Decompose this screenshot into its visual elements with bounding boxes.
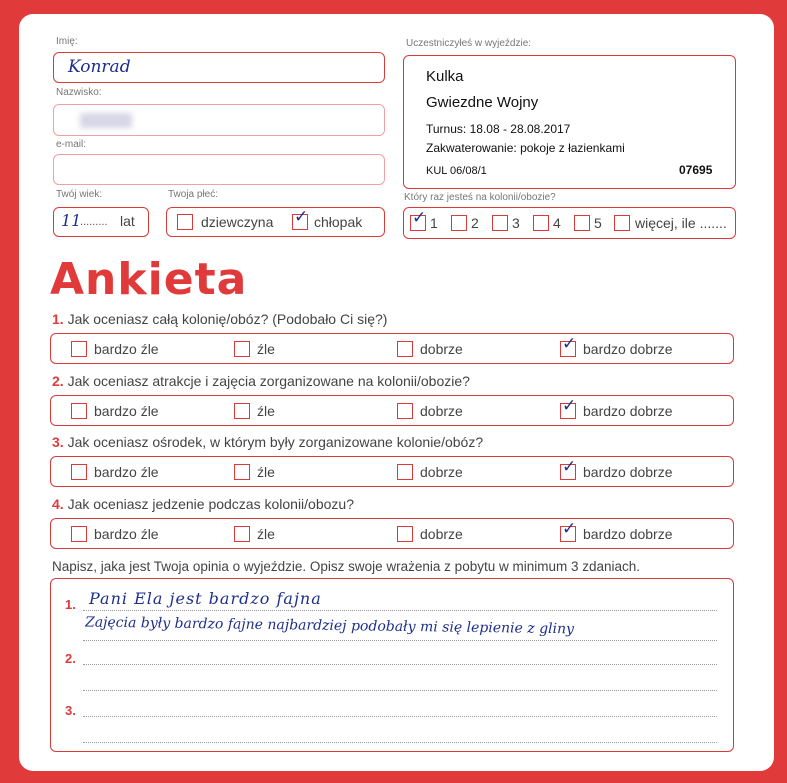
check-mark-icon: ✓ <box>562 395 577 416</box>
name-value: Konrad <box>68 57 131 77</box>
q3-very-good-label: bardzo dobrze <box>583 463 673 480</box>
question-1-text: Jak oceniasz całą kolonię/obóz? (Podobało Ci się?) <box>67 311 388 327</box>
trip-code: KUL 06/08/1 <box>426 165 487 177</box>
q1-bad-label: źle <box>257 340 275 357</box>
q3-bad-checkbox[interactable] <box>234 464 250 480</box>
opinion-line <box>83 610 717 611</box>
q3-good-checkbox[interactable] <box>397 464 413 480</box>
times-option-2[interactable] <box>451 208 479 238</box>
q1-good-label: dobrze <box>420 340 463 357</box>
q3-very-bad-label: bardzo źle <box>94 463 159 480</box>
opinion-line <box>83 690 717 691</box>
check-mark-icon: ✓ <box>562 456 577 477</box>
q4-option-very-good[interactable] <box>560 519 673 548</box>
q4-very-bad-checkbox[interactable] <box>71 526 87 542</box>
survey-title: Ankieta <box>50 254 248 305</box>
question-2-options <box>50 395 734 426</box>
age-unit: lat <box>120 213 135 229</box>
q3-good-label: dobrze <box>420 463 463 480</box>
question-2 <box>52 373 470 389</box>
times-option-4[interactable] <box>533 208 561 238</box>
opinion-line <box>83 664 717 665</box>
question-3-text: Jak oceniasz ośrodek, w którym były zorganizowane kolonie/obóz? <box>67 434 484 450</box>
question-4-number: 4. <box>52 496 64 512</box>
q1-option-good[interactable] <box>397 334 463 363</box>
q4-option-good[interactable] <box>397 519 463 548</box>
question-4-text: Jak oceniasz jedzenie podczas kolonii/obozu? <box>67 496 354 512</box>
girl-label: dziewczyna <box>201 214 274 230</box>
q4-bad-label: źle <box>257 525 275 542</box>
boy-checkbox[interactable] <box>292 207 309 230</box>
times-2-label: 2 <box>471 215 479 231</box>
gender-option-girl[interactable] <box>177 208 273 236</box>
q2-very-bad-checkbox[interactable] <box>71 403 87 419</box>
survey-sheet <box>19 14 774 771</box>
opinion-line <box>83 716 717 717</box>
opinion-number-2: 2. <box>65 651 76 666</box>
q2-option-bad[interactable] <box>234 396 275 425</box>
opinion-line <box>83 742 717 743</box>
accommodation-row <box>426 141 625 155</box>
opinion-line <box>83 640 717 641</box>
question-2-text: Jak oceniasz atrakcje i zajęcia zorganizowane na kolonii/obozie? <box>67 373 470 389</box>
q1-very-bad-checkbox[interactable] <box>71 341 87 357</box>
q3-very-bad-checkbox[interactable] <box>71 464 87 480</box>
q2-very-good-checkbox[interactable] <box>560 395 577 419</box>
question-4 <box>52 496 354 512</box>
times-option-more[interactable] <box>614 208 727 238</box>
times-more-label: więcej, ile ....... <box>635 215 727 231</box>
age-field[interactable] <box>53 207 149 237</box>
q4-very-bad-label: bardzo źle <box>94 525 159 542</box>
times-5-checkbox[interactable] <box>574 215 590 231</box>
q3-option-good[interactable] <box>397 457 463 486</box>
gender-field <box>166 207 385 237</box>
surname-label: Nazwisko: <box>56 87 102 98</box>
question-3-options <box>50 456 734 487</box>
times-1-checkbox[interactable] <box>410 208 427 231</box>
trip-number: 07695 <box>679 163 713 177</box>
check-mark-icon: ✓ <box>412 208 427 228</box>
q4-very-good-checkbox[interactable] <box>560 518 577 542</box>
opinion-number-3: 3. <box>65 703 76 718</box>
surname-field[interactable] <box>53 104 385 136</box>
q4-good-checkbox[interactable] <box>397 526 413 542</box>
question-1-options <box>50 333 734 364</box>
question-4-options <box>50 518 734 549</box>
check-mark-icon: ✓ <box>562 333 577 354</box>
times-more-checkbox[interactable] <box>614 215 630 231</box>
age-label: Twój wiek: <box>56 189 103 200</box>
q1-very-bad-label: bardzo źle <box>94 340 159 357</box>
email-field[interactable] <box>53 154 385 185</box>
times-option-5[interactable] <box>574 208 602 238</box>
email-label: e-mail: <box>56 139 87 150</box>
gender-option-boy[interactable] <box>292 208 362 236</box>
q2-bad-label: źle <box>257 402 275 419</box>
name-label: Imię: <box>56 36 78 47</box>
q2-very-good-label: bardzo dobrze <box>583 402 673 419</box>
opinion-number-1: 1. <box>65 597 76 612</box>
times-1-label: 1 <box>430 215 438 231</box>
q4-option-bad[interactable] <box>234 519 275 548</box>
q2-good-label: dobrze <box>420 402 463 419</box>
times-option-1[interactable] <box>410 208 438 238</box>
q1-good-checkbox[interactable] <box>397 341 413 357</box>
q4-very-good-label: bardzo dobrze <box>583 525 673 542</box>
trip-program: Gwiezdne Wojny <box>426 94 539 111</box>
q1-very-good-label: bardzo dobrze <box>583 340 673 357</box>
times-field <box>403 207 736 239</box>
q3-option-very-bad[interactable] <box>71 457 159 486</box>
opinion-prompt: Napisz, jaka jest Twoja opinia o wyjeździe. Opisz swoje wrażenia z pobytu w minimum 3 zdaniach. <box>52 559 641 574</box>
turnus-label: Turnus: <box>426 122 467 136</box>
times-5-label: 5 <box>594 215 602 231</box>
question-2-number: 2. <box>52 373 64 389</box>
times-2-checkbox[interactable] <box>451 215 467 231</box>
opinion-text-2: Zajęcia były bardzo fajne najbardziej podobały mi się lepienie z gliny <box>84 614 575 638</box>
times-label: Który raz jesteś na kolonii/obozie? <box>404 192 556 203</box>
boy-label: chłopak <box>314 214 363 230</box>
turnus-row <box>426 122 570 136</box>
times-3-checkbox[interactable] <box>492 215 508 231</box>
q4-bad-checkbox[interactable] <box>234 526 250 542</box>
accommodation-label: Zakwaterowanie: <box>426 141 517 155</box>
opinion-textarea[interactable] <box>50 578 734 752</box>
trip-name: Kulka <box>426 68 464 85</box>
question-3-number: 3. <box>52 434 64 450</box>
q3-option-bad[interactable] <box>234 457 275 486</box>
trip-info-box <box>403 55 736 189</box>
q1-bad-checkbox[interactable] <box>234 341 250 357</box>
opinion-text-1: Pani Ela jest bardzo fajna <box>89 589 322 608</box>
age-value: 11 <box>61 211 82 230</box>
q4-good-label: dobrze <box>420 525 463 542</box>
girl-checkbox[interactable] <box>177 214 193 230</box>
q2-good-checkbox[interactable] <box>397 403 413 419</box>
q1-option-very-bad[interactable] <box>71 334 159 363</box>
times-4-label: 4 <box>553 215 561 231</box>
q2-option-good[interactable] <box>397 396 463 425</box>
q4-option-very-bad[interactable] <box>71 519 159 548</box>
check-mark-icon: ✓ <box>294 207 309 227</box>
question-1 <box>52 311 387 327</box>
times-option-3[interactable] <box>492 208 520 238</box>
q2-option-very-good[interactable] <box>560 396 673 425</box>
trip-label: Uczestniczyłeś w wyjeździe: <box>406 38 532 49</box>
question-3 <box>52 434 483 450</box>
q3-bad-label: źle <box>257 463 275 480</box>
q3-option-very-good[interactable] <box>560 457 673 486</box>
question-1-number: 1. <box>52 311 64 327</box>
q1-very-good-checkbox[interactable] <box>560 333 577 357</box>
q3-very-good-checkbox[interactable] <box>560 456 577 480</box>
q1-option-very-good[interactable] <box>560 334 673 363</box>
name-field[interactable] <box>53 52 385 83</box>
times-4-checkbox[interactable] <box>533 215 549 231</box>
q2-very-bad-label: bardzo źle <box>94 402 159 419</box>
gender-label: Twoja płeć: <box>168 189 219 200</box>
turnus-value: 18.08 - 28.08.2017 <box>469 122 571 136</box>
times-3-label: 3 <box>512 215 520 231</box>
check-mark-icon: ✓ <box>562 518 577 539</box>
q2-option-very-bad[interactable] <box>71 396 159 425</box>
redacted-surname <box>80 113 132 128</box>
q1-option-bad[interactable] <box>234 334 275 363</box>
age-dots: ......... <box>80 216 108 228</box>
q2-bad-checkbox[interactable] <box>234 403 250 419</box>
accommodation-value: pokoje z łazienkami <box>520 141 625 155</box>
